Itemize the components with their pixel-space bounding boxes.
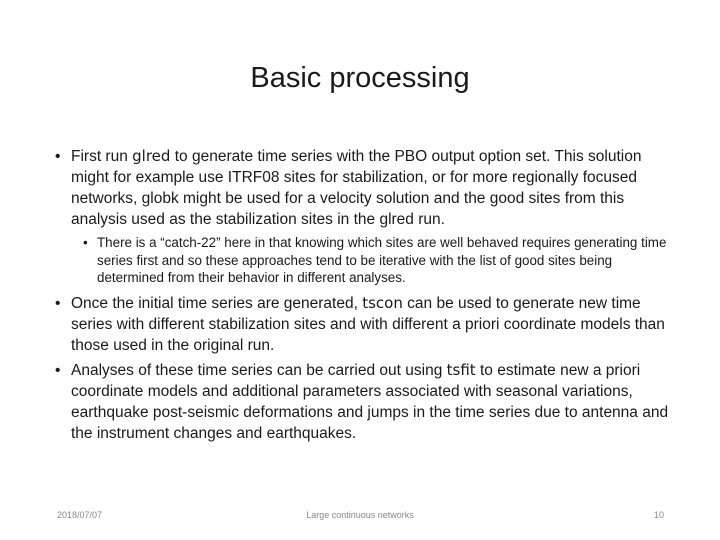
bullet-tscon: [55, 293, 675, 356]
bullet-tsfit-pre: Analyses of these time series can be carried out using: [71, 361, 447, 379]
bullet-list: [55, 146, 675, 230]
bullet-tsfit: [55, 360, 675, 444]
command-glred: glred: [132, 147, 171, 165]
bullet-glred: [55, 146, 675, 230]
command-tscon: tscon: [362, 293, 403, 312]
footer-title: Large continuous networks: [306, 510, 414, 520]
footer-date: 2018/07/07: [57, 510, 103, 520]
bullet-tscon-pre: Once the initial time series are generated,: [71, 294, 363, 312]
slide-content: [55, 146, 675, 448]
sub-bullet-list: [55, 234, 675, 287]
bullet-glred-pre: First run: [71, 148, 133, 165]
bullet-list-continued: [55, 293, 675, 444]
command-tsfit: tsfit: [446, 360, 476, 379]
slide-title: Basic processing: [250, 62, 470, 94]
bullet-tsfit-post: to estimate new a priori coordinate models and additional parameters associated with seasonal variations, earthquake post-seismic deformations and jumps in the time series due to antenna and the instrument changes and earthquakes.: [71, 361, 669, 442]
bullet-glred-post: to generate time series with the PBO output option set. This solution might for example use ITRF08 sites for stabilization, or for more regionally focused networks, globk might be used for a velocity solution and the good sites from this analysis used as the stabilization sites in the glred run.: [71, 148, 642, 228]
sub-bullet-catch22: • There is a “catch-22” here in that knowing which sites are well behaved requires generating time series first and so these approaches tend to be iterative with the list of good sites being determined from their behavior in different analyses.: [55, 234, 675, 287]
bullet-tscon-post: can be used to generate new time series with different stabilization sites and with different a priori coordinate models than those used in the original run.: [71, 294, 665, 354]
footer-page-number: 10: [653, 510, 664, 520]
